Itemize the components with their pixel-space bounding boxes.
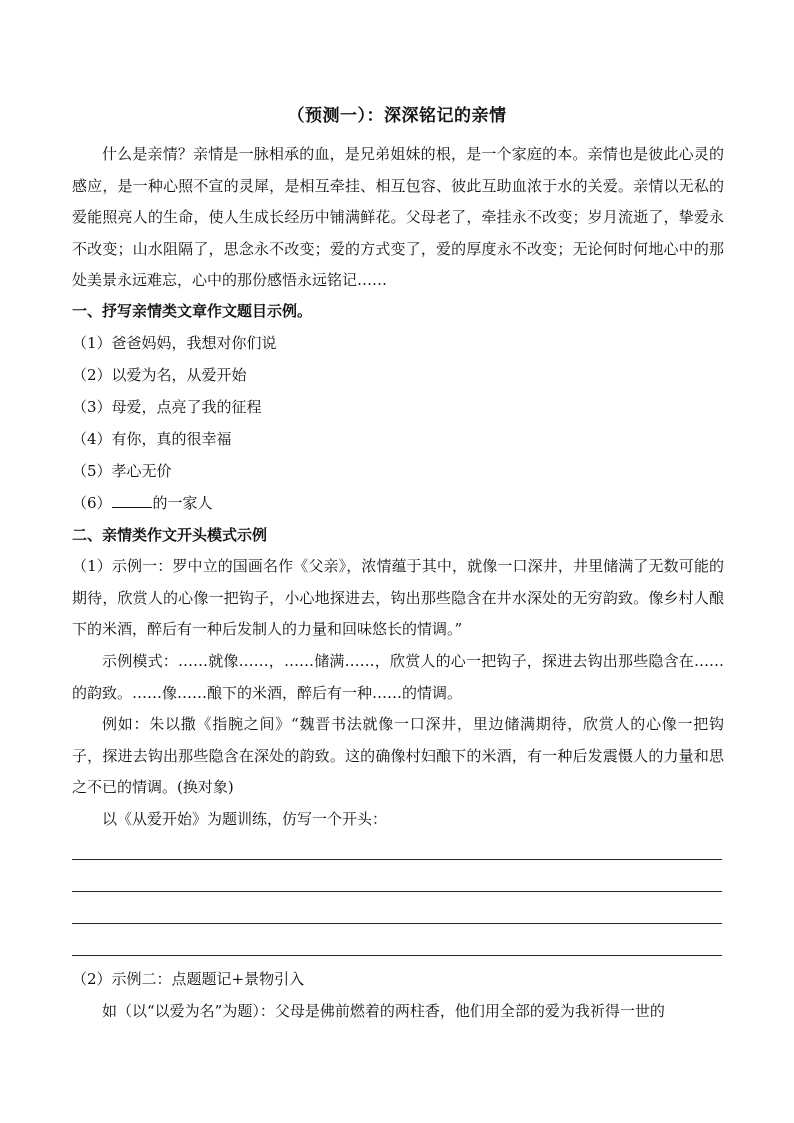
answer-line-2[interactable]: [72, 891, 722, 892]
document-title: （预测一）：深深铭记的亲情: [287, 106, 507, 126]
intro-paragraph: 什么是亲情？亲情是一脉相承的血，是兄弟姐妹的根，是一个家庭的本。亲情也是彼此心灵的感应，是一种心照不宣的灵犀，是相互牵挂、相互包容、彼此互助血浓于水的关爱。亲情以无私的爱能照亮人的生命，使人生成长经历中铺满鲜花。父母老了，牵挂永不改变；岁月流逝了，挚爱永不改变；山水阻隔了，思念永不改变；爱的方式变了，爱的厚度永不改变；无论何时何地心中的那处美景永远难忘，心中的那份感悟永远铭记……: [72, 145, 724, 289]
fill-in-blank: [112, 491, 152, 508]
answer-line-1[interactable]: [72, 859, 722, 860]
section1-heading: 一、抒写亲情类文章作文题目示例。: [72, 302, 313, 320]
exercise-prompt: 以《从爱开始》为题训练，仿写一个开头：: [102, 810, 388, 828]
title-example-1: （1）爸爸妈妈，我想对你们说: [72, 334, 277, 352]
example2-text: 如（以“以爱为名”为题）：父母是佛前燃着的两柱香，他们用全部的爱为我祈得一世的: [102, 1002, 665, 1020]
answer-line-4[interactable]: [72, 955, 722, 956]
title-example-3: （3）母爱，点亮了我的征程: [72, 398, 262, 416]
pattern-paragraph: 示例模式：……就像……，……储满……，欣赏人的心一把钩子，探进去钩出那些隐含在……的韵致。……像……酿下的米酒，醉后有一种……的情调。: [72, 652, 724, 702]
title-example-5: （5）孝心无价: [72, 462, 172, 480]
title-example-2: （2）以爱为名，从爱开始: [72, 366, 247, 384]
title-example-6: [72, 488, 724, 520]
title-example-4: （4）有你，真的很幸福: [72, 430, 232, 448]
example1-paragraph: （1）示例一：罗中立的国画名作《父亲》，浓情蕴于其中，就像一口深井，井里储满了无数可能的期待，欣赏人的心像一把钩子，小心地探进去，钩出那些隐含在井水深处的无穷韵致。像乡村人酿下的米酒，醉后有一种后发制人的力量和回味悠长的情调。”: [72, 557, 724, 638]
sample-paragraph: 例如：朱以撒《指腕之间》“魏晋书法就像一口深井，里边储满期待，欣赏人的心像一把钩子，探进去钩出那些隐含在深处的韵致。这的确像村妇酿下的米酒，有一种后发震慑人的力量和思之不已的情调。(换对象): [72, 715, 724, 796]
section2-heading: 二、亲情类作文开头模式示例: [72, 526, 268, 544]
answer-line-3[interactable]: [72, 923, 722, 924]
title-example-6-prefix: （6）: [72, 494, 112, 512]
example2-heading: （2）示例二：点题题记+景物引入: [72, 970, 305, 988]
title-example-6-suffix: 的一家人: [152, 494, 213, 512]
